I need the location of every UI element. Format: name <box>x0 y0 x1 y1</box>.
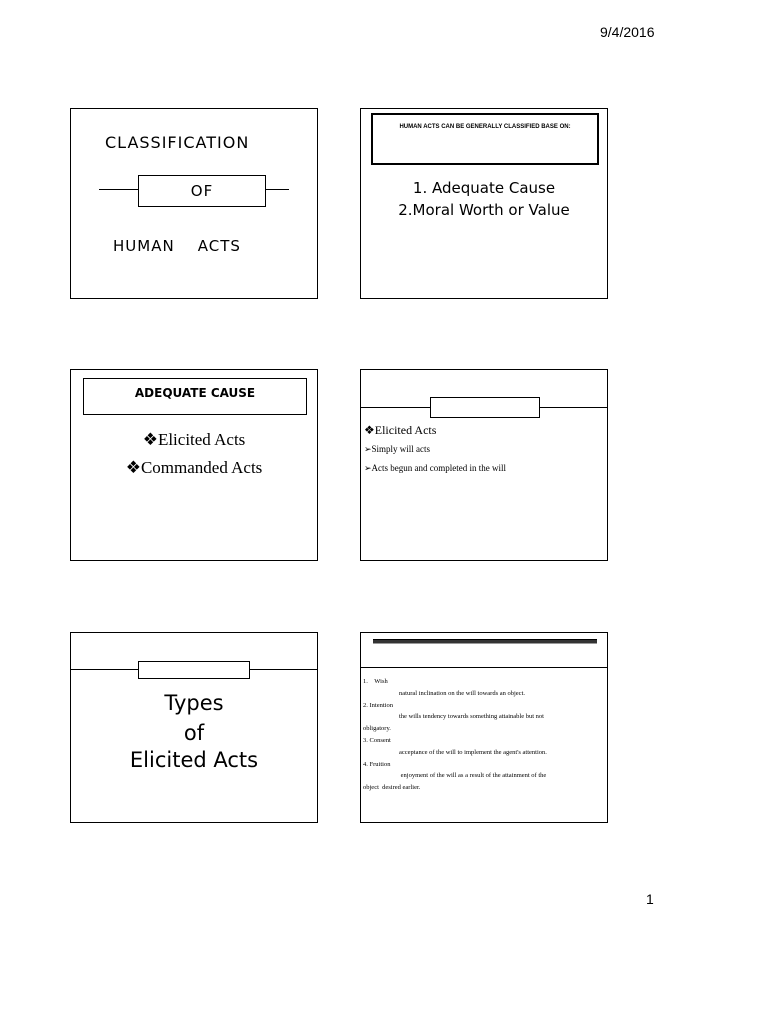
slide6-item-2-desc: the wills tendency towards something attainable but not <box>399 713 544 721</box>
slide6-item-2-desc-cont: obligatory. <box>363 725 391 733</box>
slide1-title-line3: HUMAN ACTS <box>113 237 241 255</box>
slide3-item-1: ❖Elicited Acts <box>142 430 246 449</box>
slide4-point-1: ➢Simply will acts <box>364 444 431 454</box>
slide-2 <box>360 108 608 299</box>
slide6-list <box>363 676 597 794</box>
slide3-title: ADEQUATE CAUSE <box>134 386 256 400</box>
slide6-item-1-title: 1. Wish <box>363 678 388 685</box>
page-number: 1 <box>646 891 654 907</box>
slide6-top-bar <box>373 639 597 644</box>
slide6-item-3-desc: acceptance of the will to implement the agent's attention. <box>399 748 547 756</box>
slide4-title-box <box>430 397 540 418</box>
slide1-title-line1: CLASSIFICATION <box>105 133 250 152</box>
slide2-item-2: 2.Moral Worth or Value <box>398 201 570 219</box>
slide5-title-line1: Types <box>164 691 224 715</box>
slide3-title-box <box>83 378 307 415</box>
slide1-title-line2: OF <box>190 182 214 200</box>
slide-3 <box>70 369 318 561</box>
page-date: 9/4/2016 <box>600 24 655 40</box>
slide6-divider <box>361 667 607 668</box>
slide2-banner: HUMAN ACTS CAN BE GENERALLY CLASSIFIED BASE ON: <box>399 124 571 130</box>
slide6-item-2-title: 2. Intention <box>363 701 393 709</box>
slide-6 <box>360 632 608 823</box>
slide6-item-3-title: 3. Consent <box>363 736 391 744</box>
slide5-title-box <box>138 661 250 679</box>
slide5-title-line2: of <box>183 721 205 745</box>
slide-1 <box>70 108 318 299</box>
slide6-item-4-desc: enjoyment of the will as a result of the attainment of the <box>399 772 547 780</box>
slide6-item-4-desc-cont: object desired earlier. <box>363 784 421 792</box>
slide6-item-4-title: 4. Fruition <box>363 760 391 768</box>
slide3-item-2: ❖Commanded Acts <box>125 458 263 477</box>
slide1-of-box <box>138 175 266 207</box>
slide4-point-2: ➢Acts begun and completed in the will <box>364 463 507 473</box>
slide2-banner-box <box>371 113 599 165</box>
slide2-item-1: 1. Adequate Cause <box>412 179 556 197</box>
slide6-item-1-desc: natural inclination on the will towards an object. <box>399 689 525 697</box>
slide4-heading: ❖Elicited Acts <box>364 423 437 437</box>
slide-5 <box>70 632 318 823</box>
slide5-title-line3: Elicited Acts <box>129 748 259 772</box>
slide-4 <box>360 369 608 561</box>
